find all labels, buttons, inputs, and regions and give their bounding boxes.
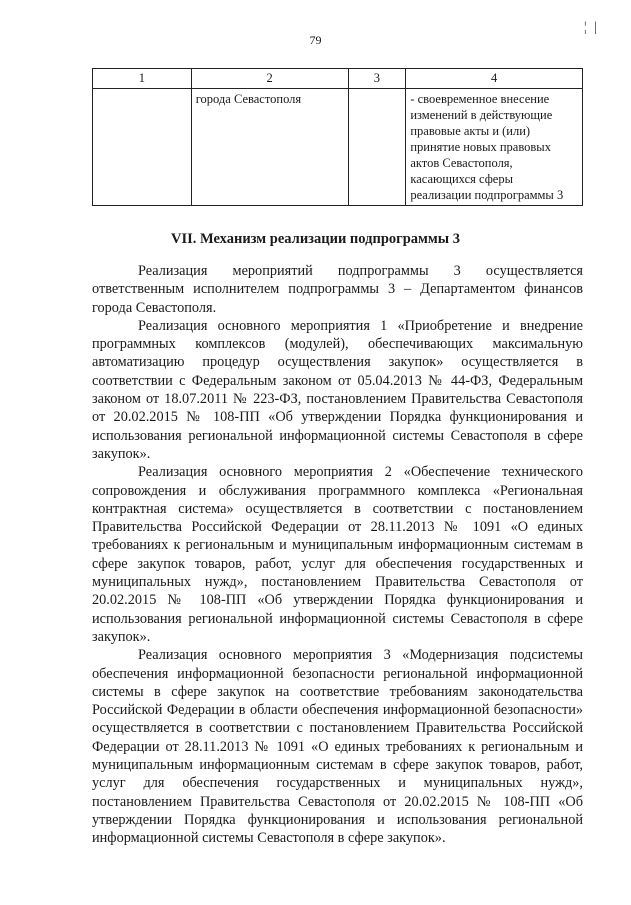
- table-cell: - своевременное внесение изменений в действующие правовые акты и (или) принятие новых правовых актов Севастополя, касающихся сферы реализации подпрограммы 3: [406, 89, 583, 206]
- table-cell: [93, 89, 192, 206]
- table-header-cell: 3: [348, 69, 406, 89]
- table-header-cell: 4: [406, 69, 583, 89]
- paragraph: Реализация мероприятий подпрограммы 3 осуществляется ответственным исполнителем подпрограммы 3 – Департаментом финансов города Севастополя.: [92, 263, 583, 316]
- page-number: 79: [309, 33, 322, 47]
- continuation-table: [92, 68, 583, 206]
- paragraph: Реализация основного мероприятия 2 «Обеспечение технического сопровождения и обслуживания программного комплекса «Региональная контрактная система» осуществляется в соответствии с постановлением Правительства Российской Федерации от 28.11.2013 № 1091 «О единых требованиях к региональным и муниципальным информационным системам в сфере закупок товаров, работ, услуг для обеспечения государственных и муниципальных нужд», постановлением Правительства Севастополя от 20.02.2015 № 108-ПП «Об утверждении Порядка функционирования и использования региональной информационной системы Севастополя в сфере закупок».: [92, 464, 583, 645]
- corner-mark: ¦ |: [583, 20, 599, 35]
- table-row: [93, 89, 583, 206]
- body-text: [92, 262, 583, 848]
- table-header-cell: 2: [191, 69, 348, 89]
- table-header-cell: 1: [93, 69, 192, 89]
- paragraph: Реализация основного мероприятия 3 «Модернизация подсистемы обеспечения информационной безопасности региональной информационной системы в сфере закупок на соответствие требованиям законодательства Российской Федерации в области обеспечения информационной безопасности» осуществляется в соответствии с постановлением Правительства Российской Федерации от 28.11.2013 № 1091 «О единых требованиях к региональным и муниципальным информационным системам в сфере закупок товаров, работ, услуг для обеспечения государственных и муниципальных нужд», постановлением Правительства Севастополя от 20.02.2015 № 108-ПП «Об утверждении Порядка функционирования и использования региональной информационной системы Севастополя в сфере закупок».: [92, 647, 583, 847]
- table-cell: [348, 89, 406, 206]
- table-header-row: [93, 69, 583, 89]
- section-title: VII. Механизм реализации подпрограммы 3: [171, 231, 460, 247]
- table-cell: города Севастополя: [191, 89, 348, 206]
- paragraph: Реализация основного мероприятия 1 «Приобретение и внедрение программных комплексов (модулей), обеспечивающих максимальную автоматизацию процедур осуществления закупок» осуществляется в соответствии с Федеральным законом от 05.04.2013 № 44-ФЗ, Федеральным законом от 18.07.2011 № 223-ФЗ, постановлением Правительства Севастополя от 20.02.2015 № 108-ПП «Об утверждении Порядка функционирования и использования региональной информационной системы Севастополя в сфере закупок».: [92, 317, 583, 462]
